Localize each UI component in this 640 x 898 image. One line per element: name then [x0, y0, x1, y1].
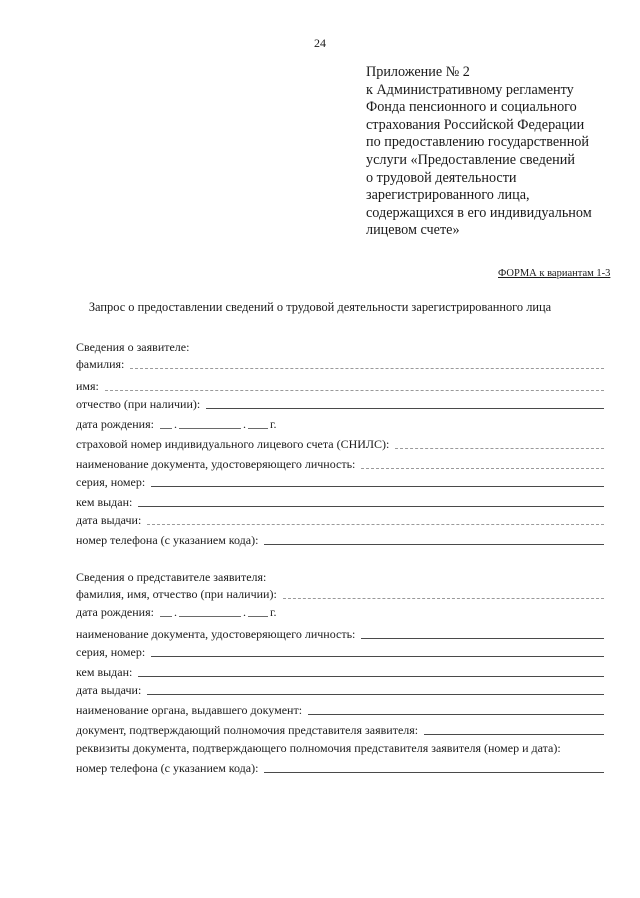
appendix-line: услуги «Предоставление сведений: [366, 151, 575, 168]
year-suffix: г.: [269, 605, 277, 619]
representative-birth-month-field[interactable]: [179, 616, 241, 617]
applicant-series-number-row[interactable]: [76, 474, 604, 490]
date-separator: .: [173, 417, 177, 431]
representative-series-number-row[interactable]: [76, 644, 604, 660]
representative-issued-by-row[interactable]: [76, 664, 604, 680]
representative-full-name-field[interactable]: [283, 598, 604, 599]
representative-phone-row[interactable]: [76, 760, 604, 776]
representative-issue-date-label: дата выдачи:: [76, 683, 142, 697]
representative-doc-name-field[interactable]: [361, 638, 604, 639]
applicant-issue-date-label: дата выдачи:: [76, 513, 142, 527]
applicant-issue-date-field[interactable]: [147, 524, 604, 525]
applicant-section-heading: Сведения о заявителе:: [76, 340, 190, 354]
appendix-header: [366, 64, 636, 240]
applicant-phone-field[interactable]: [264, 544, 604, 545]
appendix-line: страхования Российской Федерации: [366, 116, 585, 133]
appendix-line: по предоставлению государственной: [366, 134, 589, 151]
applicant-issue-date-row[interactable]: [76, 512, 604, 528]
representative-series-number-field[interactable]: [151, 656, 604, 657]
representative-authority-doc-field[interactable]: [424, 734, 604, 735]
representative-doc-name-row[interactable]: [76, 626, 604, 642]
appendix-line: о трудовой деятельности: [366, 169, 517, 186]
applicant-surname-label: фамилия:: [76, 357, 125, 371]
representative-authority-doc-details-label: реквизиты документа, подтверждающего полномочия представителя заявителя (номер и дата):: [76, 741, 561, 755]
representative-birth-day-field[interactable]: [160, 616, 172, 617]
applicant-birth-day-field[interactable]: [160, 428, 172, 429]
applicant-series-number-field[interactable]: [151, 486, 604, 487]
representative-series-number-label: серия, номер:: [76, 645, 146, 659]
appendix-line: содержащихся в его индивидуальном: [366, 204, 592, 221]
representative-authority-doc-details-row[interactable]: [76, 740, 604, 756]
applicant-surname-row[interactable]: [76, 356, 604, 372]
representative-birth-year-field[interactable]: [248, 616, 268, 617]
representative-issuing-authority-field[interactable]: [308, 714, 604, 715]
representative-doc-name-label: наименование документа, удостоверяющего личность:: [76, 627, 356, 641]
applicant-phone-row[interactable]: [76, 532, 604, 548]
date-separator: .: [173, 605, 177, 619]
appendix-line: к Административному регламенту: [366, 81, 574, 98]
representative-issue-date-row[interactable]: [76, 682, 604, 698]
applicant-doc-name-row[interactable]: [76, 456, 604, 472]
applicant-patronymic-row[interactable]: [76, 396, 604, 412]
applicant-birth-month-field[interactable]: [179, 428, 241, 429]
applicant-phone-label: номер телефона (с указанием кода):: [76, 533, 259, 547]
representative-issuing-authority-row[interactable]: [76, 702, 604, 718]
representative-phone-label: номер телефона (с указанием кода):: [76, 761, 259, 775]
representative-issued-by-field[interactable]: [138, 676, 604, 677]
appendix-line: Приложение № 2: [366, 64, 470, 80]
applicant-snils-row[interactable]: [76, 436, 604, 452]
representative-issue-date-field[interactable]: [147, 694, 604, 695]
applicant-issued-by-row[interactable]: [76, 494, 604, 510]
appendix-line: зарегистрированного лица,: [366, 187, 530, 204]
applicant-name-row[interactable]: [76, 378, 604, 394]
applicant-birth-year-field[interactable]: [248, 428, 268, 429]
form-variant-tag: ФОРМА к вариантам 1-3: [498, 268, 611, 279]
applicant-snils-label: страховой номер индивидуального лицевого счета (СНИЛС):: [76, 437, 390, 451]
representative-issued-by-label: кем выдан:: [76, 665, 133, 679]
representative-phone-field[interactable]: [264, 772, 604, 773]
representative-section-heading: Сведения о представителе заявителя:: [76, 570, 267, 584]
applicant-doc-name-field[interactable]: [361, 468, 604, 469]
applicant-snils-field[interactable]: [395, 448, 604, 449]
applicant-issued-by-field[interactable]: [138, 506, 604, 507]
appendix-line: лицевом счете»: [366, 222, 460, 239]
year-suffix: г.: [269, 417, 277, 431]
representative-full-name-row[interactable]: [76, 586, 604, 602]
applicant-surname-field[interactable]: [130, 368, 604, 369]
date-separator: .: [242, 605, 246, 619]
date-separator: .: [242, 417, 246, 431]
applicant-birth-date-row[interactable]: [76, 416, 277, 432]
representative-full-name-label: фамилия, имя, отчество (при наличии):: [76, 587, 277, 601]
representative-birth-date-row[interactable]: [76, 604, 277, 620]
representative-authority-doc-row[interactable]: [76, 722, 604, 738]
applicant-series-number-label: серия, номер:: [76, 475, 146, 489]
representative-authority-doc-label: документ, подтверждающий полномочия представителя заявителя:: [76, 723, 419, 737]
appendix-line: Фонда пенсионного и социального: [366, 99, 577, 116]
representative-issuing-authority-label: наименование органа, выдавшего документ:: [76, 703, 303, 717]
page-number: 24: [314, 36, 326, 50]
request-title: Запрос о предоставлении сведений о трудовой деятельности зарегистрированного лица: [88, 300, 552, 314]
applicant-issued-by-label: кем выдан:: [76, 495, 133, 509]
applicant-patronymic-field[interactable]: [206, 408, 604, 409]
applicant-name-field[interactable]: [105, 390, 604, 391]
applicant-name-label: имя:: [76, 379, 99, 393]
representative-birth-date-label: дата рождения:: [76, 605, 154, 619]
applicant-patronymic-label: отчество (при наличии):: [76, 397, 201, 411]
applicant-doc-name-label: наименование документа, удостоверяющего личность:: [76, 457, 356, 471]
applicant-birth-date-label: дата рождения:: [76, 417, 154, 431]
